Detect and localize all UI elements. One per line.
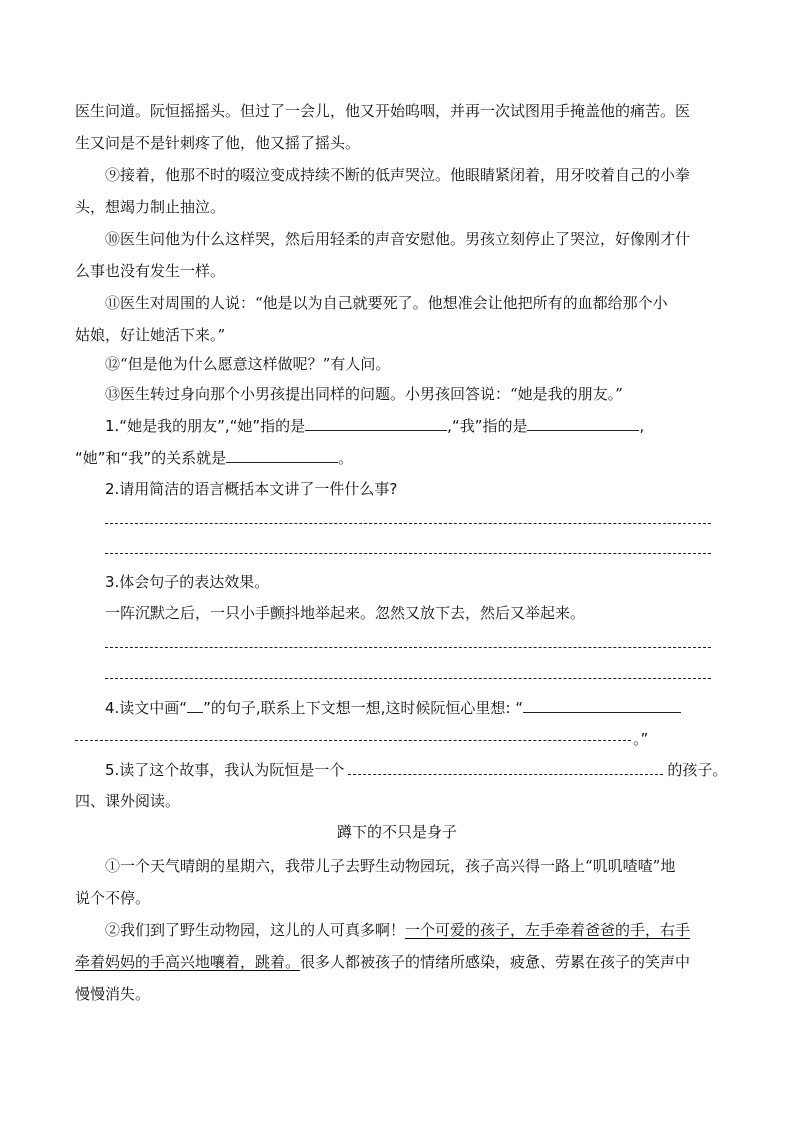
answer-line-q3-1[interactable] (105, 647, 711, 648)
story-p10-line2: 么事也没有发生一样。 (75, 262, 226, 280)
reading-p2-underlined-a: 一个可爱的孩子，左手牵着爸爸的手，右手 (405, 921, 691, 939)
story-p11-line1: ⑪医生对周围的人说：“他是以为自己就要死了。他想准会让他把所有的血都给那个小 (105, 294, 668, 312)
reading-p2-line1 (105, 920, 690, 940)
question-1-text-c: , (639, 417, 645, 435)
reading-title: 蹲下的不只是身子 (336, 823, 457, 841)
reading-p2-line3: 慢慢消失。 (75, 985, 151, 1003)
question-5-text-a: 5.读了这个故事，我认为阮恒是一个 (105, 761, 345, 779)
reading-p2-underlined-b: 牵着妈妈的手高兴地嚷着，跳着。 (75, 953, 301, 971)
answer-line-q2-1[interactable] (105, 523, 711, 524)
story-p8-line2: 生又问是不是针刺疼了他，他又摇了摇头。 (75, 134, 361, 152)
answer-line-q3-2[interactable] (105, 678, 711, 679)
question-4-line1 (105, 697, 681, 718)
reading-p2-text-a: ②我们到了野生动物园，这儿的人可真多啊！ (105, 921, 406, 939)
question-2: 2.请用简洁的语言概括本文讲了一件什么事? (105, 480, 398, 498)
answer-blank-me[interactable] (527, 415, 639, 431)
question-4-text-b: ”的句子,联系上下文想一想,这时候阮恒心里想: “ (203, 699, 523, 717)
story-p9-line1: ⑨接着，他那不时的啜泣变成持续不断的低声哭泣。他眼睛紧闭着，用牙咬着自己的小拳 (105, 166, 691, 184)
answer-blank-q4-1[interactable] (523, 697, 681, 713)
question-3-sentence: 一阵沉默之后，一只小手颤抖地举起来。忽然又放下去，然后又举起来。 (105, 604, 586, 622)
story-p10-line1: ⑩医生问他为什么这样哭，然后用轻柔的声音安慰他。男孩立刻停止了哭泣，好像刚才什 (105, 230, 691, 248)
question-4-end: 。” (633, 730, 649, 748)
question-1-text-b: ,“我”指的是 (447, 417, 528, 435)
question-1-text-d: “她”和“我”的关系就是 (75, 449, 227, 467)
question-1-line1 (105, 415, 644, 436)
story-p11-line2: 姑娘，好让她活下来。” (75, 326, 226, 344)
answer-blank-relation[interactable] (226, 447, 338, 463)
question-4-text-a: 4.读文中画“ (105, 699, 188, 717)
reading-p2-line2 (75, 952, 690, 972)
section-4-heading: 四、课外阅读。 (75, 792, 181, 810)
question-3: 3.体会句子的表达效果。 (105, 573, 270, 591)
story-p13: ⑬医生转过身向那个小男孩提出同样的问题。小男孩回答说：“她是我的朋友。” (105, 385, 623, 403)
question-5 (105, 760, 727, 780)
question-1-text-e: 。 (338, 449, 354, 467)
story-p12: ⑫“但是他为什么愿意这样做呢？”有人问。 (105, 355, 391, 373)
story-p9-line2: 头，想竭力制止抽泣。 (75, 198, 226, 216)
answer-blank-she[interactable] (305, 415, 447, 431)
answer-line-q4-2[interactable] (75, 740, 631, 741)
question-1-text-a: 1.“她是我的朋友”,“她”指的是 (105, 417, 306, 435)
question-5-text-b: 的孩子。 (667, 761, 728, 779)
reading-p2-text-b: 很多人都被孩子的情绪所感染，疲惫、劳累在孩子的笑声中 (300, 953, 691, 971)
answer-line-q2-2[interactable] (105, 553, 711, 554)
reading-p1-line2: 说个不停。 (75, 889, 151, 907)
story-p8-line1: 医生问道。阮恒摇摇头。但过了一会儿，他又开始呜咽，并再一次试图用手掩盖他的痛苦。医 (75, 102, 691, 120)
question-1-line2 (75, 447, 353, 468)
reading-p1-line1: ①一个天气晴朗的星期六，我带儿子去野生动物园玩，孩子高兴得一路上“叽叽喳喳”地 (105, 857, 676, 875)
answer-line-q5[interactable] (348, 774, 663, 775)
underline-mark-sample (187, 697, 203, 713)
